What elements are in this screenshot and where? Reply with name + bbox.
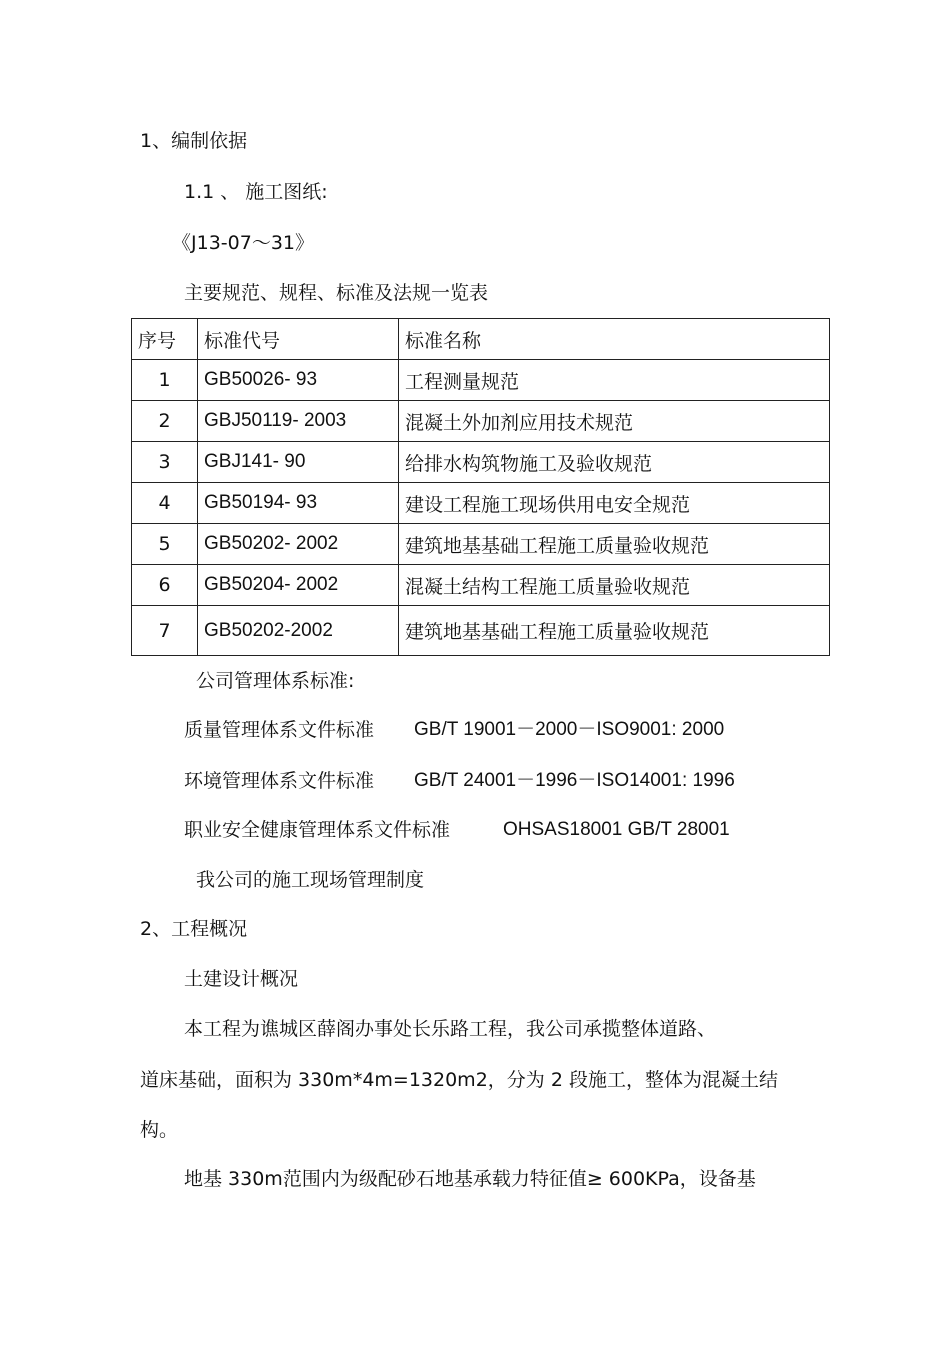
row-no: 4 bbox=[132, 483, 198, 524]
row-name: 建筑地基基础工程施工质量验收规范 bbox=[399, 524, 830, 565]
table-row bbox=[132, 442, 830, 483]
row-no: 2 bbox=[132, 401, 198, 442]
row-no: 5 bbox=[132, 524, 198, 565]
safety-standard-label: 职业安全健康管理体系文件标准 bbox=[184, 819, 451, 841]
standards-table bbox=[131, 318, 830, 656]
quality-standard-label: 质量管理体系文件标准 bbox=[184, 719, 375, 741]
table-row bbox=[132, 565, 830, 606]
environment-standard-code: GB/T 24001－1996－ISO14001: 1996 bbox=[414, 770, 735, 791]
row-no: 3 bbox=[132, 442, 198, 483]
quality-standard-code: GB/T 19001－2000－ISO9001: 2000 bbox=[414, 719, 725, 740]
header-code: 标准代号 bbox=[198, 319, 399, 360]
table-row bbox=[132, 524, 830, 565]
table-title: 主要规范、规程、标准及法规一览表 bbox=[184, 282, 489, 304]
row-code: GBJ50119- 2003 bbox=[198, 401, 399, 442]
overview-paragraph-line-1: 本工程为谯城区薛阁办事处长乐路工程，我公司承揽整体道路、 bbox=[184, 1018, 717, 1040]
table-header-row bbox=[132, 319, 830, 360]
row-code: GBJ141- 90 bbox=[198, 442, 399, 483]
row-code: GB50204- 2002 bbox=[198, 565, 399, 606]
row-name: 建设工程施工现场供用电安全规范 bbox=[399, 483, 830, 524]
row-name: 给排水构筑物施工及验收规范 bbox=[399, 442, 830, 483]
environment-standard-label: 环境管理体系文件标准 bbox=[184, 770, 375, 792]
row-name: 混凝土外加剂应用技术规范 bbox=[399, 401, 830, 442]
section1-heading: 1、编制依据 bbox=[140, 130, 248, 152]
table-row bbox=[132, 360, 830, 401]
civil-design-subheading: 土建设计概况 bbox=[184, 968, 299, 990]
row-no: 6 bbox=[132, 565, 198, 606]
table-row bbox=[132, 401, 830, 442]
foundation-paragraph-line-1: 地基 330m范围内为级配砂石地基承载力特征值≥ 600KPa，设备基 bbox=[184, 1168, 756, 1190]
row-name: 建筑地基基础工程施工质量验收规范 bbox=[399, 606, 830, 656]
row-code: GB50202-2002 bbox=[198, 606, 399, 656]
drawings-subheading: 1.1 、 施工图纸: bbox=[184, 181, 328, 203]
overview-paragraph-line-2: 道床基础，面积为 330m*4m=1320m2，分为 2 段施工，整体为混凝土结 bbox=[140, 1069, 778, 1091]
row-code: GB50202- 2002 bbox=[198, 524, 399, 565]
table-row bbox=[132, 483, 830, 524]
row-no: 1 bbox=[132, 360, 198, 401]
site-management-rules: 我公司的施工现场管理制度 bbox=[196, 869, 425, 891]
row-name: 工程测量规范 bbox=[399, 360, 830, 401]
drawing-number: 《J13-07～31》 bbox=[172, 232, 314, 254]
row-code: GB50026- 93 bbox=[198, 360, 399, 401]
row-no: 7 bbox=[132, 606, 198, 656]
table-row bbox=[132, 606, 830, 656]
row-name: 混凝土结构工程施工质量验收规范 bbox=[399, 565, 830, 606]
header-name: 标准名称 bbox=[399, 319, 830, 360]
company-standards-title: 公司管理体系标准: bbox=[196, 670, 355, 692]
section2-heading: 2、工程概况 bbox=[140, 918, 248, 940]
header-no: 序号 bbox=[132, 319, 198, 360]
overview-paragraph-line-3: 构。 bbox=[140, 1119, 179, 1141]
safety-standard-code: OHSAS18001 GB/T 28001 bbox=[503, 819, 730, 840]
row-code: GB50194- 93 bbox=[198, 483, 399, 524]
